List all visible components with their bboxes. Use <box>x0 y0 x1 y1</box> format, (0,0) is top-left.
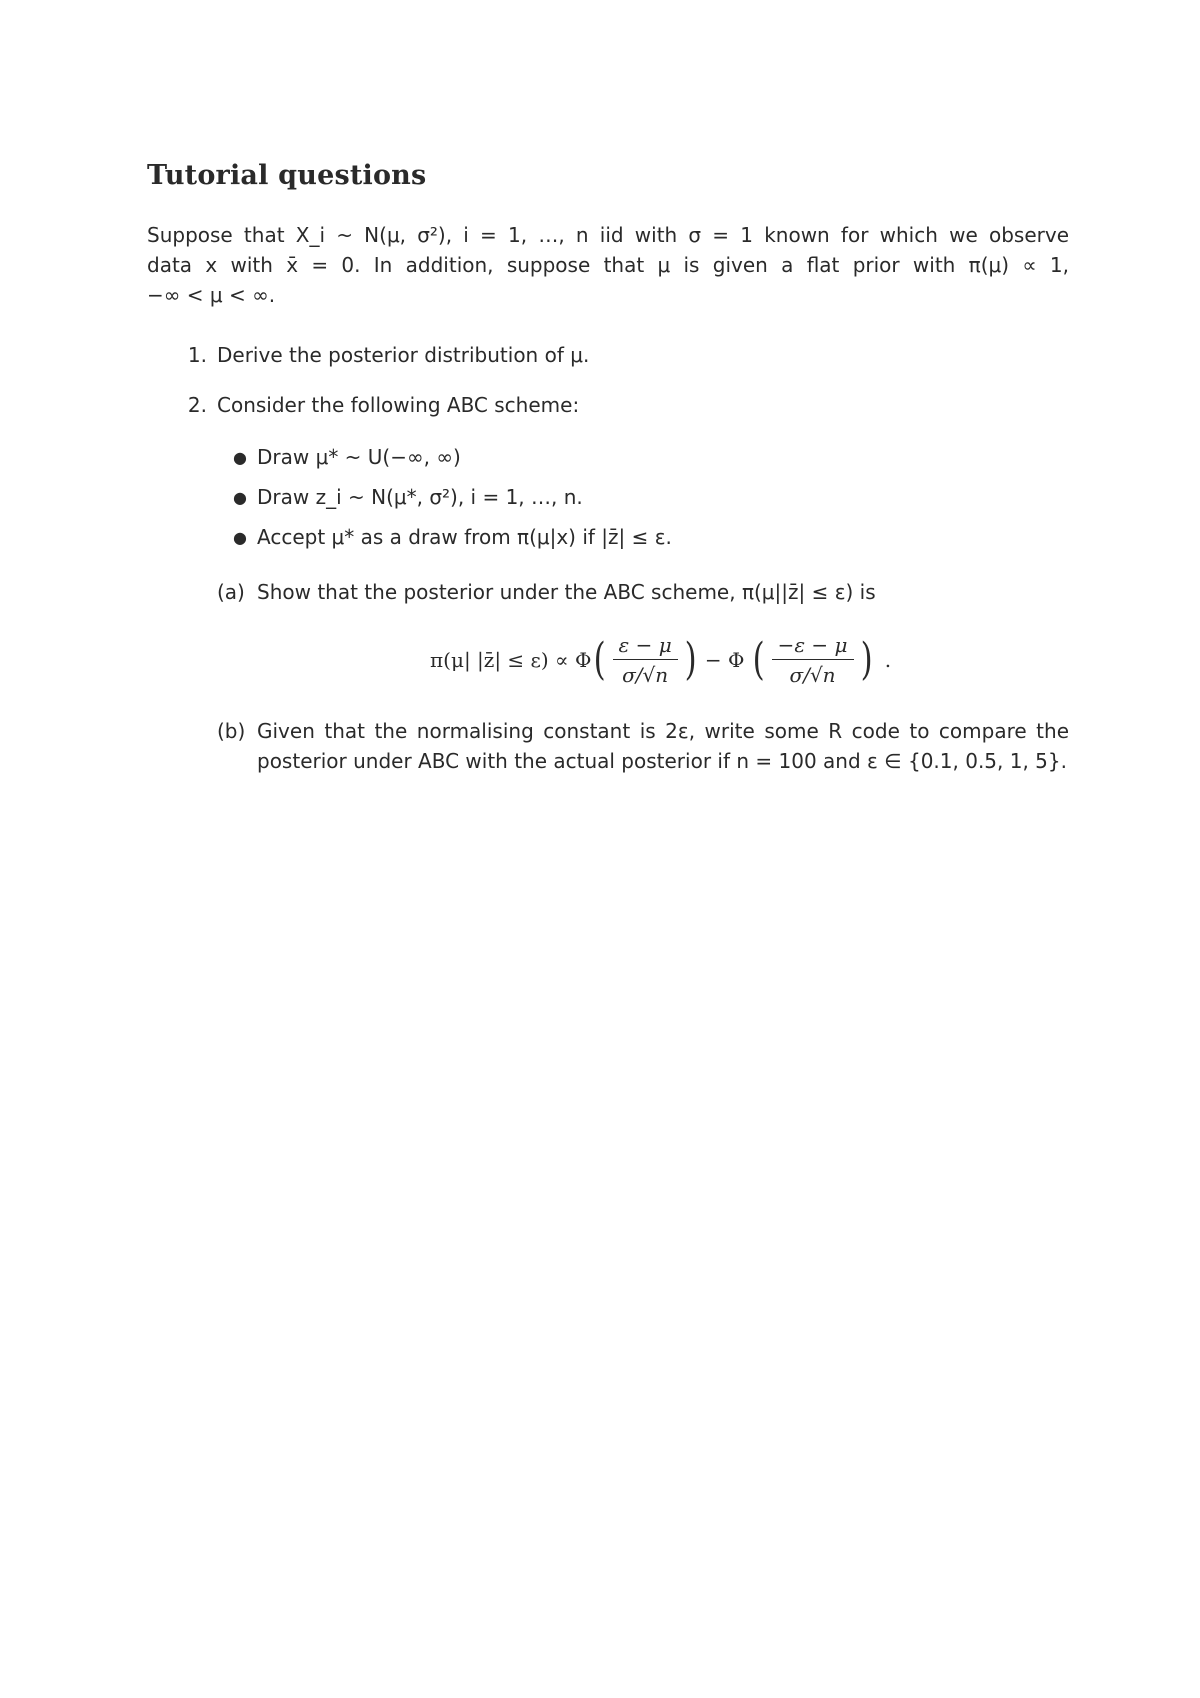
intro-line-1: Suppose that X_i ~ N(μ, σ²), i = 1, …, n iid with σ = 1 known for which we observe <box>147 223 1069 247</box>
right-paren-icon: ) <box>684 634 697 685</box>
fraction-2 <box>772 633 854 688</box>
fraction-denominator: σ/√n <box>622 663 669 688</box>
display-formula <box>430 625 891 695</box>
bullet-icon: ● <box>233 488 247 507</box>
left-paren-icon: ( <box>752 634 766 685</box>
formula-minus: − Φ <box>704 648 745 672</box>
bullet-icon: ● <box>233 448 247 467</box>
part-b-line-2: posterior under ABC with the actual posterior if n = 100 and ε ∈ {0.1, 0.5, 1, 5}. <box>257 749 1067 773</box>
part-b <box>217 716 1069 778</box>
question-number: 2. <box>187 393 207 417</box>
part-text: Show that the posterior under the ABC scheme, π(μ||z̄| ≤ ε) is <box>257 580 876 604</box>
intro-paragraph <box>147 220 1069 310</box>
bullet-text: Draw μ* ~ U(−∞, ∞) <box>257 445 461 469</box>
question-text: Derive the posterior distribution of μ. <box>217 343 590 367</box>
part-label: (a) <box>217 580 245 604</box>
fraction-denominator: σ/√n <box>789 663 836 688</box>
page-title: Tutorial questions <box>147 160 427 191</box>
part-text <box>257 716 1069 776</box>
fraction-1 <box>613 633 678 688</box>
question-number: 1. <box>187 343 207 367</box>
left-paren-icon: ( <box>593 634 606 685</box>
fraction-numerator: ε − μ <box>618 632 672 657</box>
part-label: (b) <box>217 719 246 743</box>
intro-line-3: −∞ < μ < ∞. <box>147 283 276 307</box>
question-text: Consider the following ABC scheme: <box>217 393 580 417</box>
right-paren-icon: ) <box>860 634 873 685</box>
formula-lhs: π(μ| |z̄| ≤ ε) ∝ Φ <box>430 648 592 672</box>
fraction-numerator: −ε − μ <box>777 632 848 657</box>
bullet-icon: ● <box>233 528 247 547</box>
part-b-line-1: Given that the normalising constant is 2ε, write some R code to compare the <box>257 719 1069 743</box>
formula-end: . <box>884 648 892 672</box>
intro-line-2: data x with x̄ = 0. In addition, suppose that μ is given a flat prior with π(μ) ∝ 1, <box>147 253 1069 277</box>
bullet-text: Draw z_i ~ N(μ*, σ²), i = 1, …, n. <box>257 485 583 509</box>
bullet-text: Accept μ* as a draw from π(μ|x) if |z̄| ≤ ε. <box>257 525 672 549</box>
